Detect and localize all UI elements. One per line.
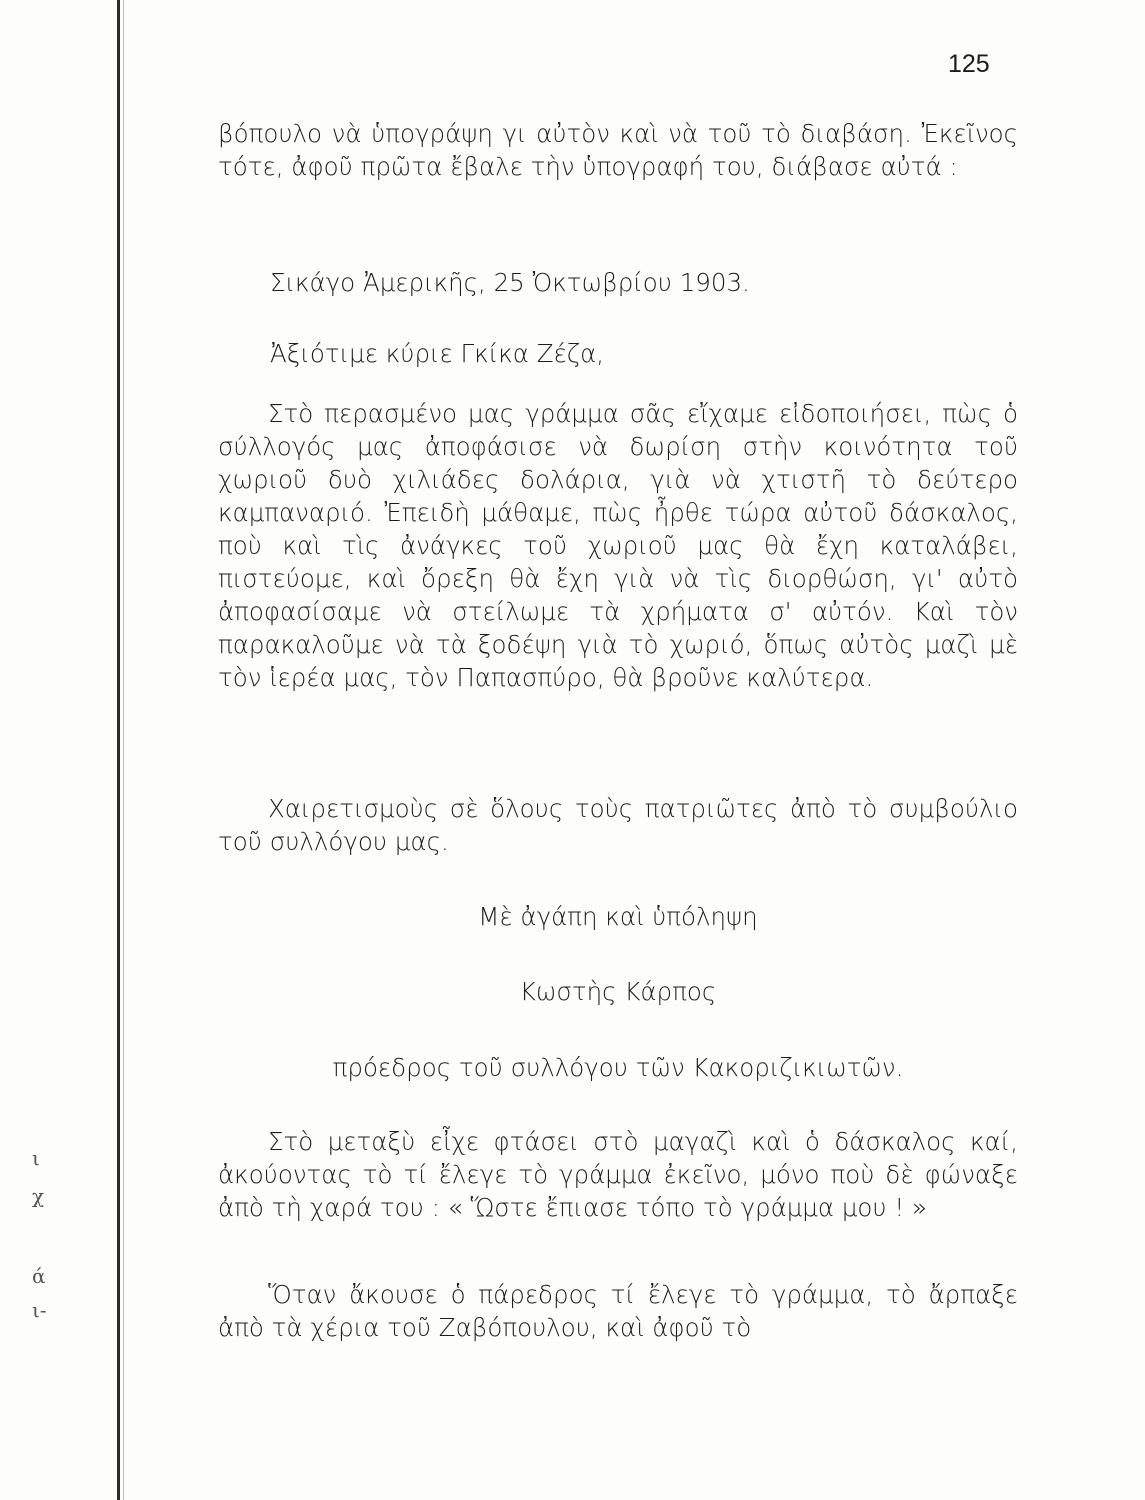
letter-salutation: Ἀξιότιμε κύριε Γκίκα Ζέζα, [270, 339, 605, 368]
narrative-paragraph: Ὅταν ἄκουσε ὁ πάρεδρος τί ἔλεγε τὸ γράμμα, τὸ ἄρπαξε ἀπὸ τὰ χέρια τοῦ Ζαβόπουλου, καὶ ἀφοῦ τὸ [218, 1280, 1018, 1342]
binding-edge [117, 0, 120, 1500]
paragraph-text: βόπουλο νὰ ὑπογράψη γι αὐτὸν καὶ νὰ τοῦ τὸ διαβάση. Ἐκεῖνος τότε, ἀφοῦ πρῶτα ἔβαλε τὴν ὑπογραφή του, διάβασε αὐτά : [218, 119, 1018, 181]
opening-paragraph [218, 117, 1018, 183]
margin-mark: ι [32, 1146, 40, 1170]
margin-mark: χ [32, 1184, 45, 1208]
margin-mark: ι- [32, 1298, 47, 1322]
page-number: 125 [948, 50, 990, 78]
letter-place-date: Σικάγο Ἀμερικῆς, 25 Ὀκτωβρίου 1903. [270, 268, 750, 297]
letter-body: Στὸ περασμένο μας γράμμα σᾶς εἴχαμε εἰδοποιήσει, πὼς ὁ σύλλογός μας ἀποφάσισε νὰ δωρίση στὴν κοινότητα τοῦ χωριοῦ δυὸ χιλιάδες δολάρια, γιὰ νὰ χτιστῆ τὸ δεύτερο καμπαναριό. Ἐπειδὴ μάθαμε, πὼς ἦρθε τώρα αὐτοῦ δάσκαλος, ποὺ καὶ τὶς ἀνάγκες τοῦ χωριοῦ μας θὰ ἔχη καταλάβει, πιστεύομε, καὶ ὄρεξη θὰ ἔχη γιὰ νὰ τὶς διορθώση, γι' αὐτὸ ἀποφασίσαμε νὰ στείλωμε τὰ χρήματα σ' αὐτόν. Καὶ τὸν παρακαλοῦμε νὰ τὰ ξοδέψη γιὰ τὸ χωριό, ὅπως αὐτὸς μαζὶ μὲ τὸν ἱερέα μας, τὸν Παπασπύρο, θὰ βροῦνε καλύτερα. [218, 399, 1018, 692]
letter-signature: Κωστὴς Κάρπος [519, 977, 717, 1006]
letter-closing: Μὲ ἀγάπη καὶ ὑπόληψη [478, 902, 758, 931]
letter-greetings: Χαιρετισμοὺς σὲ ὅλους τοὺς πατριῶτες ἀπὸ τὸ συμβούλιο τοῦ συλλόγου μας. [218, 794, 1018, 856]
binding-shadow [123, 0, 124, 1500]
letter-signatory-title: πρόεδρος τοῦ συλλόγου τῶν Κακοριζικιωτῶν. [332, 1053, 904, 1082]
narrative-paragraph: Στὸ μεταξὺ εἶχε φτάσει στὸ μαγαζὶ καὶ ὁ δάσκαλος καί, ἀκούοντας τὸ τί ἔλεγε τὸ γράμμα ἐκεῖνο, μόνο ποὺ δὲ φώναξε ἀπὸ τὴ χαρά του : « Ὥστε ἔπιασε τόπο τὸ γράμμα μου ! » [218, 1127, 1018, 1222]
margin-mark: ά [32, 1264, 46, 1288]
